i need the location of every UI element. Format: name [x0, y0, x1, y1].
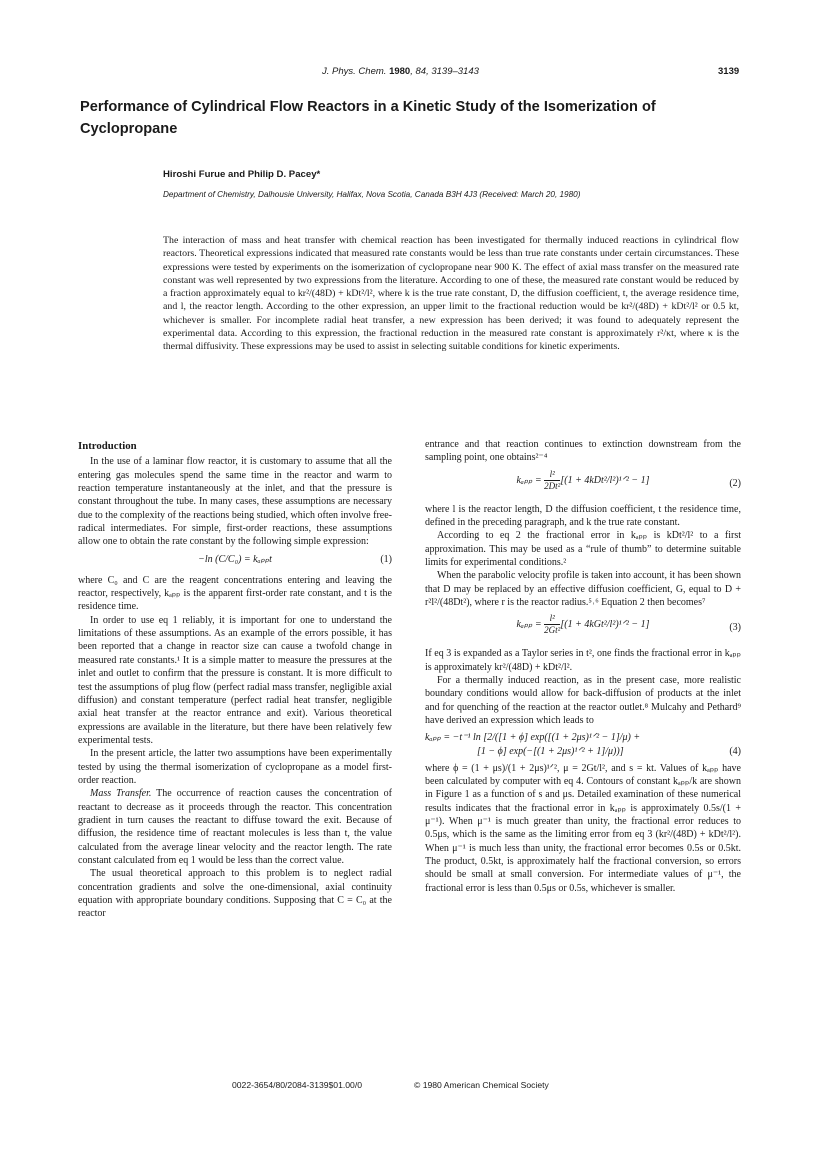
equation-number: (3) — [729, 622, 741, 634]
fraction-numerator: l² — [544, 469, 560, 481]
equation-number: (1) — [380, 553, 392, 565]
equation-number: (4) — [729, 745, 741, 757]
paragraph: where C₀ and C are the reagent concentrations entering and leaving the reactor, respectively, kₐₚₚ is the apparent first-order rate constant, and t is the residence time. — [78, 574, 392, 613]
paragraph: If eq 3 is expanded as a Taylor series in t², one finds the fractional error in kₐₚₚ is approximately kr²/(48D) + kDt²/l². — [425, 648, 741, 673]
abstract: The interaction of mass and heat transfer with chemical reaction has been investigated for thermally induced reactions in cylindrical flow reactors. Theoretical expressions indicated that measured rate constants would be less than true rate constants under certain circumstances. These expressions were tested by experiments on the isomerization of cyclopropane near 900 K. The effect of axial mass transfer on the measured rate constant was well represented by two expressions from the literature. According to one of these, the measured rate constant would be reduced by a fraction approximately equal to kr²/(48D) + kDt²/l², where k is the true rate constant, D, the diffusion coefficient, t, the average residence time, and l, the reactor length. According to the other expression, an upper limit to the fractional reduction would be kr²/(48D) + kDt²/l² or 0.5 kt, whichever is smaller. For incomplete radial heat transfer, a new expression has been derived; it was found to adequately represent the experimental data. According to this expression, the fractional reduction in the measured rate constant is approximately r²/κt, where κ is the thermal diffusivity. These expressions may be used to assist in selecting suitable conditions for kinetic experiments. — [163, 235, 739, 353]
paragraph: The usual theoretical approach to this problem is to neglect radial concentration gradients and solve the one-dimensional, axial continuity equation with appropriate boundary conditions. Supposing that C = C₀ at the reactor — [78, 868, 392, 920]
equation-body — [425, 469, 741, 492]
fraction-denominator: 2Dt² — [544, 480, 561, 491]
equation-line: [1 − ϕ] exp(−[(1 + 2μs)¹ᐟ² + 1]/μ))] — [477, 745, 624, 757]
equation-3 — [425, 613, 741, 643]
journal-citation: J. Phys. Chem. 1980, 84, 3139–3143 — [322, 66, 479, 77]
journal-year: 1980 — [389, 66, 411, 77]
paragraph: According to eq 2 the fractional error in kₐₚₚ is kDt²/l² to a first approximation. This may be used as a “rule of thumb” to determine suitable limits for experimental conditions.² — [425, 530, 741, 569]
paragraph: In order to use eq 1 reliably, it is important for one to understand the limitations of these assumptions. As an example of the errors possible, it has been reported that a change in reactor size can cause a twofold change in measured rate constants.¹ It is a simple matter to measure the pressures at the inlet and outlet to confirm that the pressure is constant. It is more difficult to test the assumptions of plug flow (perfect radial mass transfer, negligible axial diffusion) and constant temperature (perfect radial heat transfer, negligible axial heat transfer at the reactor entrance and exit). Various theoretical expressions are available in the literature, but there have been relatively few experimental tests. — [78, 614, 392, 746]
equation-fraction — [544, 469, 560, 492]
paragraph: For a thermally induced reaction, as in the present case, more realistic boundary conditions would allow for back-diffusion of products at the inlet and for quenching of the reaction at the reactor outlet.⁸ Mulcahy and Pethard⁹ have derived an expression which leads to — [425, 675, 741, 727]
equation-fraction — [544, 613, 560, 636]
copyright: © 1980 American Chemical Society — [414, 1080, 549, 1090]
equation-body — [425, 613, 741, 636]
paragraph: where l is the reactor length, D the diffusion coefficient, t the residence time, defined in the preceding paragraph, and k the true rate constant. — [425, 503, 741, 529]
paragraph-text: The occurrence of reaction causes the concentration of reactant to decrease as it proceeds through the reactor. This concentration gradient in turn causes the reactant to diffuse toward the exit. Because of diffusion, the residence time of reactant molecules is less than t, the value calculated from the average linear velocity and the reactor length. The rate constant calculated from eq 1 would be less than the correct value. — [78, 788, 392, 866]
affiliation: Department of Chemistry, Dalhousie University, Halifax, Nova Scotia, Canada B3H 4J3 (Received: March 20, 1980) — [163, 190, 581, 199]
paragraph: where ϕ = (1 + μs)/(1 + 2μs)¹ᐟ², μ = 2Gt/l², and s = kt. Values of kₐₚₚ have been calculated by computer with eq 4. Contours of constant kₐₚₚ/k are shown in Figure 1 as a function of s and μs. Detailed examination of these numerical results indicates that the fractional error in kₐₚₚ is approximately 0.5s/(1 + μ⁻¹). When μ⁻¹ is much greater than unity, the fractional error reduces to 0.5μs, which is the same as the limiting error from eq 3 (kr²/(48D) + kDt²/l²). When μ⁻¹ is much less than unity, the fractional error becomes 0.5s or 0.5kt. The product, 0.5kt, is approximately half the fractional conversion, so errors should be small at small conversion. For intermediate values of μ⁻¹, the fractional error is less than 0.5μs or 0.5s, whichever is smaller. — [425, 762, 741, 894]
subsection-lead: Mass Transfer. — [90, 788, 152, 800]
equation-rhs: [(1 + 4kGt²/l²)¹ᐟ² − 1] — [560, 619, 650, 631]
running-header — [0, 66, 816, 80]
page-number: 3139 — [718, 66, 740, 77]
equation-rhs: [(1 + 4kDt²/l²)¹ᐟ² − 1] — [560, 474, 650, 486]
paragraph: entrance and that reaction continues to extinction downstream from the sampling point, one obtains²⁻⁴ — [425, 439, 741, 464]
right-column — [425, 438, 741, 895]
journal-name: J. Phys. Chem. — [322, 66, 387, 77]
paragraph — [78, 787, 392, 867]
section-heading: Introduction — [78, 440, 137, 452]
equation-4 — [425, 731, 741, 759]
paragraph: In the use of a laminar flow reactor, it is customary to assume that all the entering gas molecules spend the same time in the reactor and warm to reaction temperature instantaneously at the inlet, and that the pressure is constant throughout the tube. In many cases, these assumptions are necessary due to the complexity of the reactions being studied, which often involve free-radical intermediates. For simple, first-order reactions, these assumptions allow one to obtain the rate constant by the following simple expression: — [78, 456, 392, 548]
authors: Hiroshi Furue and Philip D. Pacey* — [163, 169, 321, 180]
equation-line: kₐₚₚ = −t⁻¹ ln [2/([1 + ϕ] exp([(1 + 2μs)¹ᐟ² − 1]/μ) + — [425, 731, 641, 743]
equation-1 — [78, 553, 392, 570]
fraction-denominator: 2Gt² — [544, 625, 561, 636]
equation-number: (2) — [729, 477, 741, 489]
equation-body: −ln (C/C₀) = kₐₚₚt — [198, 553, 272, 565]
article-title: Performance of Cylindrical Flow Reactors in a Kinetic Study of the Isomerization of Cyclopropane — [80, 99, 656, 137]
equation-2 — [425, 469, 741, 499]
fraction-numerator: l² — [544, 613, 560, 625]
paragraph: When the parabolic velocity profile is taken into account, it has been shown that D may be replaced by an effective diffusion coefficient, G, equal to D + r²l²/(48Dt²), where r is the reactor radius.⁵˒⁶ Equation 2 then becomes⁷ — [425, 570, 741, 609]
journal-volume: 84 — [415, 66, 427, 77]
article-code: 0022-3654/80/2084-3139$01.00/0 — [232, 1080, 362, 1090]
left-column — [78, 440, 392, 921]
paragraph: In the present article, the latter two assumptions have been experimentally tested by using the thermal isomerization of cyclopropane as a model first-order reaction. — [78, 748, 392, 786]
journal-pages: 3139–3143 — [431, 66, 479, 77]
equation-lhs: kₐₚₚ = — [516, 474, 542, 486]
equation-lhs: kₐₚₚ = — [516, 619, 542, 631]
